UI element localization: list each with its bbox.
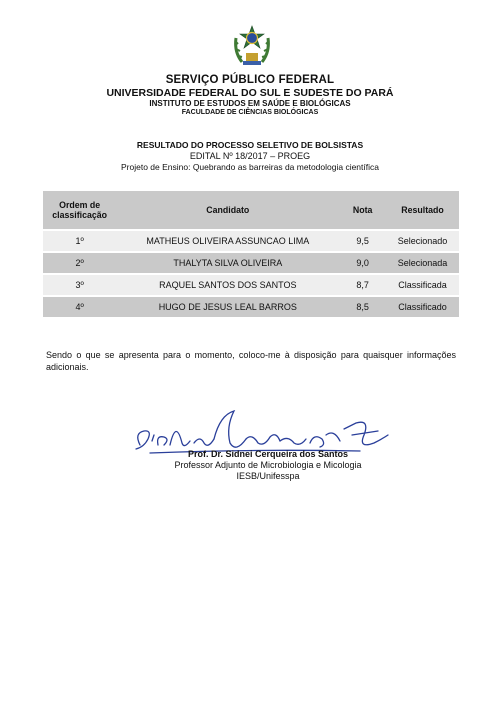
edital-number: EDITAL Nº 18/2017 – PROEG <box>189 151 311 161</box>
cell-candidato: RAQUEL SANTOS DOS SANTOS <box>116 275 339 295</box>
table-row <box>43 253 459 273</box>
header-resultado: Resultado <box>386 191 459 229</box>
cell-ordem: 3º <box>43 275 116 295</box>
signer-institution: IESB/Unifesspa <box>236 471 300 481</box>
project-name: Projeto de Ensino: Quebrando as barreiras da metodologia científica <box>121 162 379 172</box>
header-institute: INSTITUTO DE ESTUDOS EM SAÚDE E BIOLÓGICAS <box>149 99 351 108</box>
cell-nota: 9,0 <box>339 253 386 273</box>
header-faculty: FACULDADE DE CIÊNCIAS BIOLÓGICAS <box>181 109 319 116</box>
header-nota: Nota <box>339 191 386 229</box>
cell-ordem: 1º <box>43 231 116 251</box>
cell-candidato: MATHEUS OLIVEIRA ASSUNCAO LIMA <box>116 231 339 251</box>
header-service: SERVIÇO PÚBLICO FEDERAL <box>165 74 335 86</box>
cell-nota: 8,7 <box>339 275 386 295</box>
cell-nota: 9,5 <box>339 231 386 251</box>
signer-role: Professor Adjunto de Microbiologia e Micologia <box>174 460 362 470</box>
results-table <box>43 189 459 319</box>
cell-resultado: Selecionado <box>386 231 459 251</box>
cell-ordem: 2º <box>43 253 116 273</box>
header-university: UNIVERSIDADE FEDERAL DO SUL E SUDESTE DO PARÁ <box>106 87 394 99</box>
closing-paragraph: Sendo o que se apresenta para o momento, coloco-me à disposição para quaisquer informações adicionais. <box>46 350 456 372</box>
table-header-row <box>43 191 459 229</box>
table-row <box>43 297 459 317</box>
coat-of-arms-icon <box>232 24 272 68</box>
header-candidato: Candidato <box>116 191 339 229</box>
cell-candidato: HUGO DE JESUS LEAL BARROS <box>116 297 339 317</box>
cell-nota: 8,5 <box>339 297 386 317</box>
table-row <box>43 231 459 251</box>
document-title: RESULTADO DO PROCESSO SELETIVO DE BOLSISTAS <box>136 140 364 150</box>
table-row <box>43 275 459 295</box>
cell-resultado: Classificado <box>386 297 459 317</box>
cell-candidato: THALYTA SILVA OLIVEIRA <box>116 253 339 273</box>
cell-resultado: Selecionada <box>386 253 459 273</box>
cell-resultado: Classificada <box>386 275 459 295</box>
cell-ordem: 4º <box>43 297 116 317</box>
signer-name: Prof. Dr. Sidnei Cerqueira dos Santos <box>187 449 349 459</box>
header-ordem: Ordem de classificação <box>43 191 116 229</box>
